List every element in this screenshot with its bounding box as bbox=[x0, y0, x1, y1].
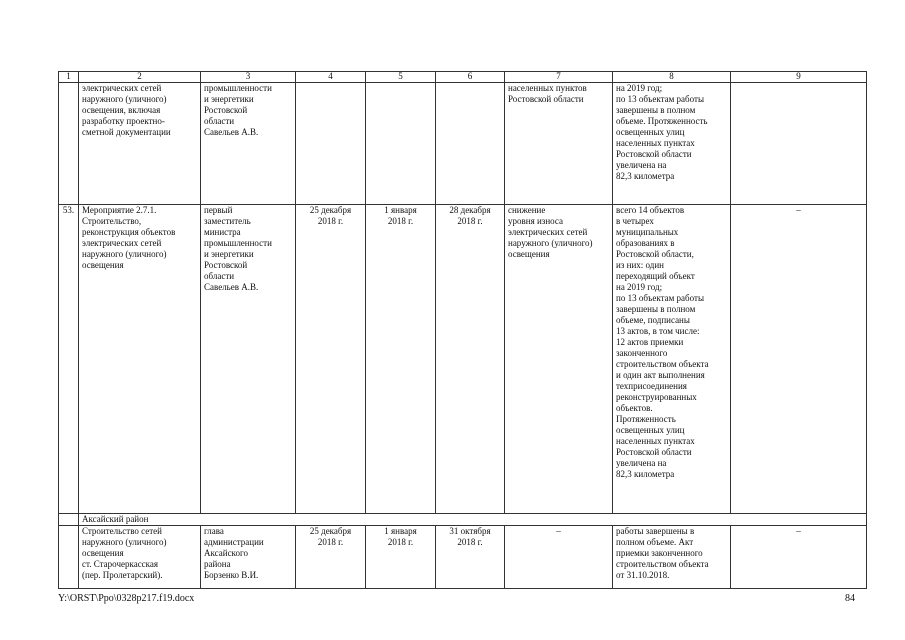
actual-result-cell: всего 14 объектов в четырех муниципальных образованиях в Ростовской области, из них: один переходящий объект на 2019 год; по 13 объектам работы завершены в полном объеме, подписаны 13 актов, в том числе: 12 актов приемки законченного строительством объекта и один акт выполнения техприсоединения реконструированных объектов. Протяженность освещенных улиц населенных пунктах Ростовской области увеличена на 82,3 километра bbox=[613, 205, 731, 514]
responsible-cell: промышленности и энергетики Ростовской области Савельев А.В. bbox=[201, 83, 296, 205]
row-number-cell bbox=[59, 526, 79, 589]
header-cell: 1 bbox=[59, 72, 79, 83]
report-table bbox=[58, 71, 867, 589]
planned-date-cell: 25 декабря 2018 г. bbox=[296, 526, 366, 589]
start-date-cell: 1 января 2018 г. bbox=[366, 205, 436, 514]
expected-result-cell: – bbox=[505, 526, 613, 589]
header-cell: 5 bbox=[366, 72, 436, 83]
footer-file-path: Y:\ORST\Ppo\0328p217.f19.docx bbox=[58, 593, 195, 604]
section-title: Аксайский район bbox=[79, 514, 867, 526]
notes-cell: – bbox=[731, 205, 867, 514]
row-number-cell bbox=[59, 514, 79, 526]
expected-result-cell: снижение уровня износа электрических сетей наружного (уличного) освещения bbox=[505, 205, 613, 514]
expected-result-cell: населенных пунктов Ростовской области bbox=[505, 83, 613, 205]
responsible-cell: первый заместитель министра промышленности и энергетики Ростовской области Савельев А.В. bbox=[201, 205, 296, 514]
row-number-cell bbox=[59, 83, 79, 205]
header-cell: 6 bbox=[436, 72, 505, 83]
table-row bbox=[59, 83, 867, 205]
table-header-row bbox=[59, 72, 867, 83]
actual-result-cell: работы завершены в полном объеме. Акт приемки законченного строительством объекта от 31.10.2018. bbox=[613, 526, 731, 589]
section-row bbox=[59, 514, 867, 526]
header-cell: 4 bbox=[296, 72, 366, 83]
event-name-cell: электрических сетей наружного (уличного) освещения, включая разработку проектно- сметной документации bbox=[79, 83, 201, 205]
header-cell: 9 bbox=[731, 72, 867, 83]
event-name-cell: Строительство сетей наружного (уличного) освещения ст. Старочеркасская (пер. Пролетарский). bbox=[79, 526, 201, 589]
planned-date-cell bbox=[296, 83, 366, 205]
event-name-cell: Мероприятие 2.7.1. Строительство, реконструкция объектов электрических сетей наружного (уличного) освещения bbox=[79, 205, 201, 514]
header-cell: 3 bbox=[201, 72, 296, 83]
actual-result-cell: на 2019 год; по 13 объектам работы завершены в полном объеме. Протяженность освещенных улиц населенных пунктах Ростовской области увеличена на 82,3 километра bbox=[613, 83, 731, 205]
start-date-cell: 1 января 2018 г. bbox=[366, 526, 436, 589]
header-cell: 7 bbox=[505, 72, 613, 83]
planned-date-cell: 25 декабря 2018 г. bbox=[296, 205, 366, 514]
end-date-cell: 31 октября 2018 г. bbox=[436, 526, 505, 589]
header-cell: 8 bbox=[613, 72, 731, 83]
table-row bbox=[59, 526, 867, 589]
row-number-cell: 53. bbox=[59, 205, 79, 514]
start-date-cell bbox=[366, 83, 436, 205]
responsible-cell: глава администрации Аксайского района Борзенко В.И. bbox=[201, 526, 296, 589]
end-date-cell: 28 декабря 2018 г. bbox=[436, 205, 505, 514]
notes-cell bbox=[731, 83, 867, 205]
end-date-cell bbox=[436, 83, 505, 205]
notes-cell: – bbox=[731, 526, 867, 589]
header-cell: 2 bbox=[79, 72, 201, 83]
page-number: 84 bbox=[845, 593, 855, 604]
table-row bbox=[59, 205, 867, 514]
